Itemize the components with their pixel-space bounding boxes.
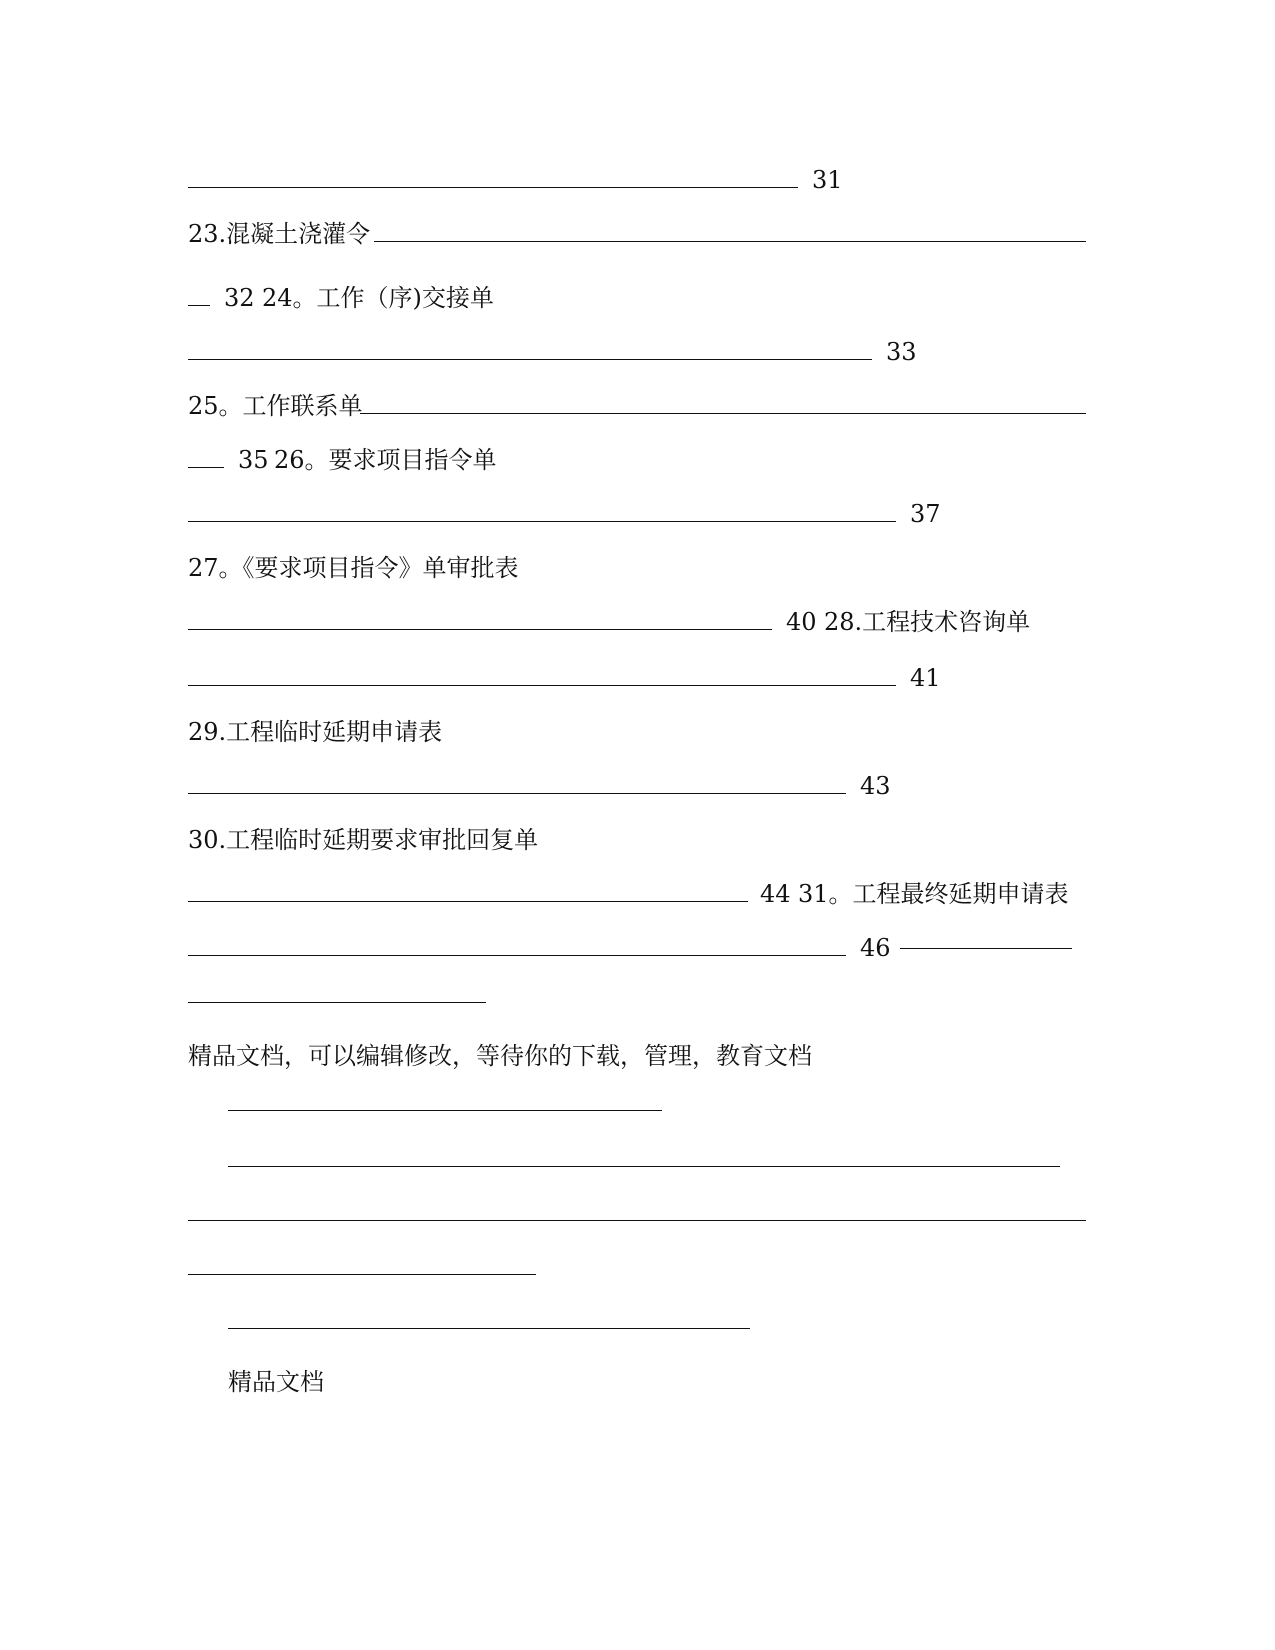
toc-entry-title: 26。要求项目指令单 bbox=[274, 446, 497, 474]
toc-page-number: 46 bbox=[860, 934, 891, 962]
toc-page-number: 35 bbox=[238, 446, 269, 474]
toc-entry-title: 23.混凝土浇灌令 bbox=[188, 220, 371, 248]
dotted-leader bbox=[188, 187, 798, 188]
dotted-leader bbox=[188, 955, 846, 956]
dash-rule bbox=[228, 1328, 750, 1329]
dash-rule bbox=[900, 948, 1072, 949]
dotted-leader bbox=[188, 685, 896, 686]
dotted-leader bbox=[188, 629, 772, 630]
dotted-leader bbox=[188, 359, 872, 360]
toc-entry-title: 31。工程最终延期申请表 bbox=[798, 880, 1069, 908]
dotted-leader bbox=[188, 901, 748, 902]
dotted-leader bbox=[188, 305, 210, 306]
toc-page-number: 37 bbox=[910, 500, 941, 528]
dash-rule bbox=[228, 1166, 1060, 1167]
dotted-leader bbox=[188, 467, 224, 468]
toc-page-number: 44 bbox=[760, 880, 791, 908]
dash-rule bbox=[188, 1220, 1086, 1221]
toc-entry-title: 24。工作（序)交接单 bbox=[262, 284, 494, 312]
dash-rule bbox=[188, 1274, 536, 1275]
toc-page-number: 41 bbox=[910, 664, 941, 692]
dotted-leader bbox=[374, 241, 1086, 242]
toc-entry-title: 28.工程技术咨询单 bbox=[824, 608, 1031, 636]
toc-entry-title: 29.工程临时延期申请表 bbox=[188, 718, 443, 746]
dotted-leader bbox=[360, 413, 1086, 414]
toc-entry-title: 25。工作联系单 bbox=[188, 392, 363, 420]
dash-rule bbox=[228, 1110, 662, 1111]
toc-entry-title: 30.工程临时延期要求审批回复单 bbox=[188, 826, 539, 854]
toc-page-number: 31 bbox=[812, 166, 843, 194]
toc-page-number: 33 bbox=[886, 338, 917, 366]
dash-rule bbox=[188, 1002, 486, 1003]
toc-page-number: 32 bbox=[224, 284, 255, 312]
toc-entry-title: 27。《要求项目指令》单审批表 bbox=[188, 554, 519, 582]
dotted-leader bbox=[188, 793, 846, 794]
dotted-leader bbox=[188, 521, 896, 522]
footer-label: 精品文档 bbox=[228, 1368, 324, 1396]
toc-page-number: 43 bbox=[860, 772, 891, 800]
watermark-text: 精品文档，可以编辑修改，等待你的下载，管理，教育文档 bbox=[188, 1042, 812, 1070]
toc-page-number: 40 bbox=[786, 608, 817, 636]
